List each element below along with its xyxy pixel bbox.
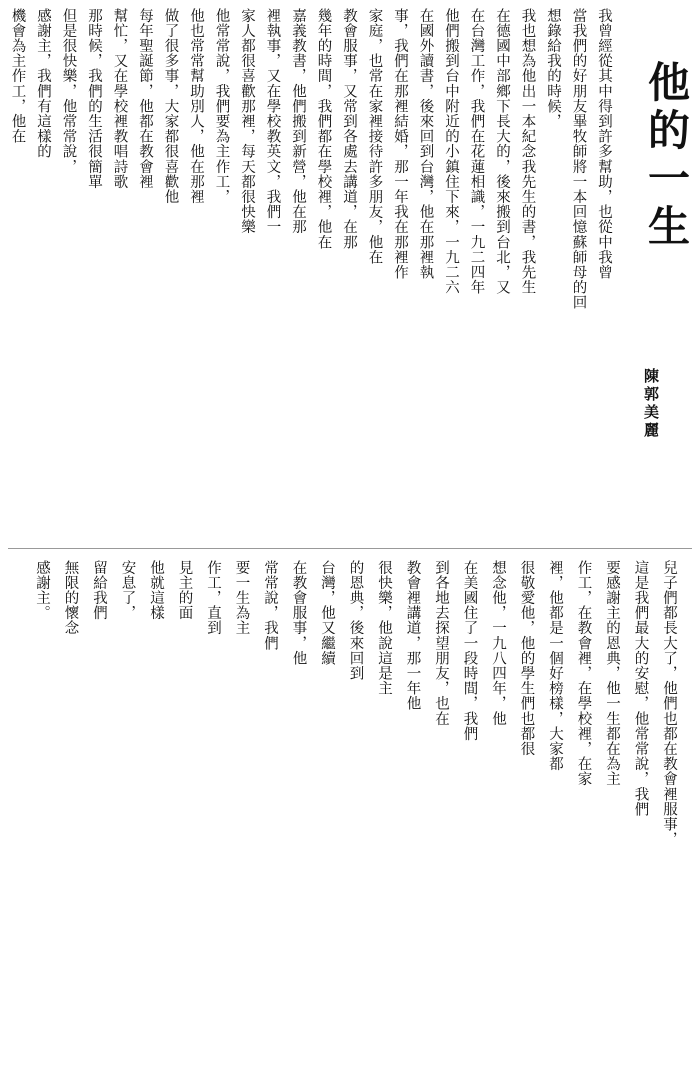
text-column: 教會裡講道，那一年他 bbox=[404, 560, 421, 711]
text-column: 當我們的好朋友畢牧師將一本回憶蘇師母的回 bbox=[570, 8, 587, 310]
text-column: 台灣，他又繼續 bbox=[319, 560, 335, 666]
text-column: 在國外讀書，後來回到台灣，他在那裡執 bbox=[417, 8, 434, 280]
text-column: 家庭，也常在家裡接待許多朋友，他在 bbox=[366, 8, 383, 265]
text-column: 感謝主。 bbox=[34, 560, 50, 621]
text-column: 但是很快樂，他常常說， bbox=[60, 8, 77, 175]
text-column: 每年聖誕節，他都在教會裡 bbox=[137, 8, 153, 190]
text-column: 常常說，我們 bbox=[262, 560, 278, 651]
article-author: 陳郭美麗 bbox=[642, 368, 660, 440]
text-column: 那時候，我們的生活很簡單 bbox=[86, 8, 102, 190]
text-column: 在德國中部鄉下長大的，後來搬到台北，又 bbox=[494, 8, 510, 295]
text-column: 事，我們在那裡結婚，那一年我在那裡作 bbox=[392, 8, 408, 280]
article-title: 他的一生 bbox=[642, 60, 691, 252]
text-column: 他就這樣 bbox=[148, 560, 164, 621]
text-column: 在台灣工作，我們在花蓮相識，一九二四年 bbox=[468, 8, 485, 295]
text-column: 想錄給我的時候， bbox=[545, 8, 561, 129]
text-column: 很敬愛他，他的學生們也都很 bbox=[518, 560, 535, 757]
text-column: 他們搬到台中附近的小鎮住下來，一九二六 bbox=[443, 8, 459, 295]
text-column: 留給我們 bbox=[91, 560, 107, 621]
text-column: 要感謝主的恩典，他一生都在為主 bbox=[604, 560, 620, 787]
text-column: 見主的面 bbox=[176, 560, 193, 621]
text-column: 到各地去探望朋友，也在 bbox=[433, 560, 449, 727]
text-column: 在美國住了一段時間，我們 bbox=[461, 560, 478, 742]
text-column: 我也想為他出一本紀念我先生的書，我先生 bbox=[519, 8, 536, 295]
text-column: 想念他，一九八四年，他 bbox=[490, 560, 506, 727]
text-column: 嘉義教書，他們搬到新營，他在那 bbox=[290, 8, 306, 235]
text-column: 要一生為主 bbox=[233, 560, 250, 636]
text-column: 裡執事，又在學校教英文，我們一 bbox=[264, 8, 281, 235]
text-column: 在教會服事，他 bbox=[290, 560, 307, 666]
text-column: 裡，他都是一個好榜樣，大家都 bbox=[547, 560, 563, 772]
text-column: 這是我們最大的安慰，他常常說，我們 bbox=[632, 560, 649, 817]
text-column: 他也常常幫助別人，他在那裡 bbox=[188, 8, 204, 205]
text-column: 無限的懷念 bbox=[62, 560, 79, 636]
text-column: 很快樂，他說這是主 bbox=[376, 560, 392, 696]
text-column: 的恩典，後來回到 bbox=[347, 560, 364, 681]
text-column: 做了很多事，大家都很喜歡他 bbox=[162, 8, 179, 205]
text-column: 他常常說，我們要為主作工， bbox=[213, 8, 230, 205]
text-column: 感謝主，我們有這樣的 bbox=[35, 8, 51, 159]
text-column: 作工，直到 bbox=[205, 560, 221, 636]
text-column: 兒子們都長大了，他們也都在教會裡服事， bbox=[661, 560, 677, 847]
text-column: 機會為主作工，他在 bbox=[9, 8, 26, 144]
text-column: 安息了， bbox=[119, 560, 136, 621]
text-column: 家人都很喜歡那裡，每天都很快樂 bbox=[239, 8, 255, 235]
text-column: 教會服事，又常到各處去講道，在那 bbox=[341, 8, 357, 250]
section-divider bbox=[8, 548, 692, 549]
text-column: 我曾經從其中得到許多幫助，也從中我曾 bbox=[596, 8, 612, 280]
text-column: 幫忙，又在學校裡教唱詩歌 bbox=[111, 8, 128, 190]
text-column: 幾年的時間，我們都在學校裡，他在 bbox=[315, 8, 332, 250]
text-column: 作工，在教會裡，在學校裡，在家 bbox=[575, 560, 592, 787]
